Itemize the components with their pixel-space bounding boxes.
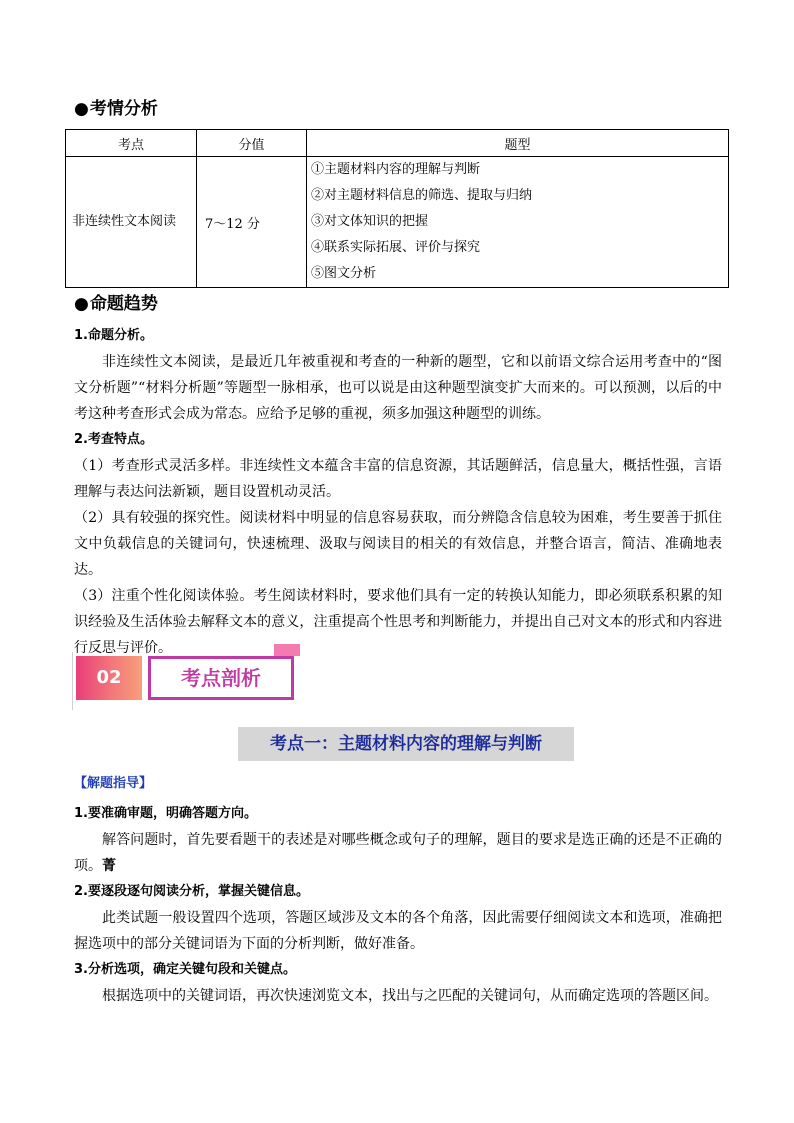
subheading: 2.要逐段逐句阅读分析，掌握关键信息。 [74,884,309,899]
guide-body [74,801,722,1009]
subheading: 2.考查特点。 [74,432,153,447]
question-type-item: ②对主题材料信息的筛选、提取与归纳 [311,188,533,203]
table-row [66,157,729,288]
table-cell-score: 7～12 分 [197,157,307,288]
section-heading-analysis [74,98,158,120]
subheading: 3.分析选项，确定关键句段和关键点。 [74,962,296,977]
trend-body [74,323,722,661]
section-heading-text: 命题趋势 [89,294,158,314]
question-type-item: ③对文体知识的把握 [311,214,429,229]
question-type-item: ⑤图文分析 [311,266,377,281]
table-header-row [66,130,729,157]
table-header-cell: 题型 [307,130,729,157]
paragraph: （3）注重个性化阅读体验。考生阅读材料时，要求他们具有一定的转换认知能力，即必须联系积累的知识经验及生活体验去解释文本的意义，注重提高个性思考和判断能力，并提出自己对文本的形式和内容进行反思与评价。 [74,588,722,656]
exam-analysis-table [65,129,729,288]
question-type-item: ④联系实际拓展、评价与探究 [311,240,481,255]
paragraph: 此类试题一般设置四个选项，答题区域涉及文本的各个角落，因此需要仔细阅读文本和选项，准确把握选项中的部分关键词语为下面的分析判断，做好准备。 [74,910,722,952]
bullet-icon: ● [74,99,89,119]
kaodian-title: 考点一：主题材料内容的理解与判断 [238,727,574,761]
question-type-item: ①主题材料内容的理解与判断 [311,162,481,177]
paragraph: （2）具有较强的探究性。阅读材料中明显的信息容易获取，而分辨隐含信息较为困难，考生要善于抓住文中负载信息的关键词句，快速梳理、汲取与阅读目的相关的有效信息，并整合语言，简洁、准确地表达。 [74,510,722,578]
table-header-cell: 考点 [66,130,197,157]
stray-char: 菁 [102,858,116,874]
guide-label: 【解题指导】 [74,776,153,791]
bullet-icon: ● [74,294,89,314]
section-heading-trend [74,293,158,315]
table-cell-point: 非连续性文本阅读 [66,157,197,288]
divider [72,652,73,710]
paragraph-text: 解答问题时，首先要看题干的表述是对哪些概念或句子的理解，题目的要求是选正确的还是不正确的项。 [74,832,722,874]
paragraph: （1）考查形式灵活多样。非连续性文本蕴含丰富的信息资源，其话题鲜活，信息量大，概括性强，言语理解与表达问法新颖，题目设置机动灵活。 [74,458,722,500]
banner-number: 02 [96,667,122,688]
banner-number-box [76,656,142,700]
paragraph: 根据选项中的关键词语，再次快速浏览文本，找出与之匹配的关键词句，从而确定选项的答题区间。 [102,988,718,1004]
banner-title: 考点剖析 [181,666,261,690]
decor-bar [274,644,300,656]
banner-title-box [148,656,294,700]
subheading: 1.要准确审题，明确答题方向。 [74,806,257,821]
table-header-cell: 分值 [197,130,307,157]
subheading: 1.命题分析。 [74,328,153,343]
section-heading-text: 考情分析 [89,99,158,119]
section-banner [72,644,302,710]
paragraph: 非连续性文本阅读，是最近几年被重视和考查的一种新的题型，它和以前语文综合运用考查中的“图文分析题”“材料分析题”等题型一脉相承，也可以说是由这种题型演变扩大而来的。可以预测，以后的中考这种考查形式会成为常态。应给予足够的重视，须多加强这种题型的训练。 [74,354,722,422]
paragraph [74,827,722,879]
table-cell-types [307,157,729,288]
